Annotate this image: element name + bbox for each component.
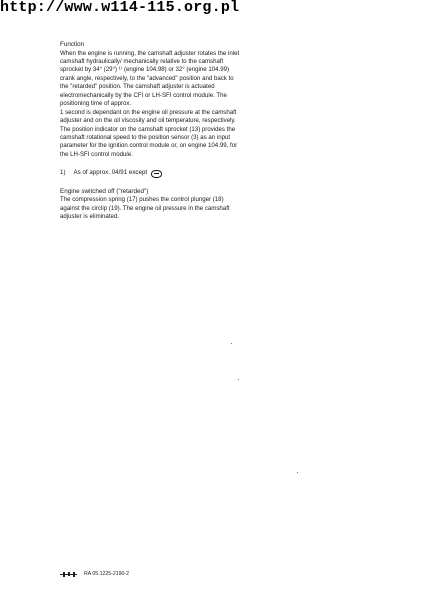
paragraph-positioning-time: 1 second is dependant on the engine oil pressure at the camshaft adjuster and on the oil viscosity and oil temperature, respectively. The position indicator on the camshaft sprocket (13) provides the camshaft rotational speed to the position sensor (3) as an input parameter for the ignition control module or, on engine 104.99, for the LH-SFI control module.	[60, 108, 238, 158]
document-code: RA 05.1225-2190-2	[84, 571, 129, 577]
paragraph-function-description: When the engine is running, the camshaft adjuster rotates the inlet camshaft hydraulically/ mechanically relative to the camshaft sprocket by 34° (29°) ¹⁾ (engine 104.98) or 32° (engine 104.99) crank angle, respectively, to the "advanced" position and back to the "retarded" position. The camshaft adjuster is actuated electromechanically by the CFI or LH-SFI control module. The positioning time of approx.	[60, 49, 240, 108]
watermark-url: http://www.w114-115.org.pl	[0, 0, 240, 16]
country-badge-icon	[151, 170, 162, 178]
document-body	[60, 41, 240, 222]
publisher-logo-icon	[60, 572, 77, 577]
paragraph-engine-off: The compression spring (17) pushes the control plunger (18) against the circlip (19). The engine oil pressure in the camshaft adjuster is eliminated.	[60, 196, 230, 221]
footnote-text: As of approx. 04/91 except	[73, 169, 148, 177]
section-heading-function: Function	[60, 41, 85, 48]
page-footer	[60, 571, 129, 577]
footnote	[60, 169, 240, 177]
scan-speck	[231, 343, 232, 344]
scan-speck	[238, 379, 239, 380]
section-heading-engine-off: Engine switched off ("retarded")	[60, 187, 149, 195]
footnote-number: 1)	[60, 169, 66, 177]
scan-speck	[297, 472, 298, 473]
section-engine-switched-off	[60, 188, 240, 222]
